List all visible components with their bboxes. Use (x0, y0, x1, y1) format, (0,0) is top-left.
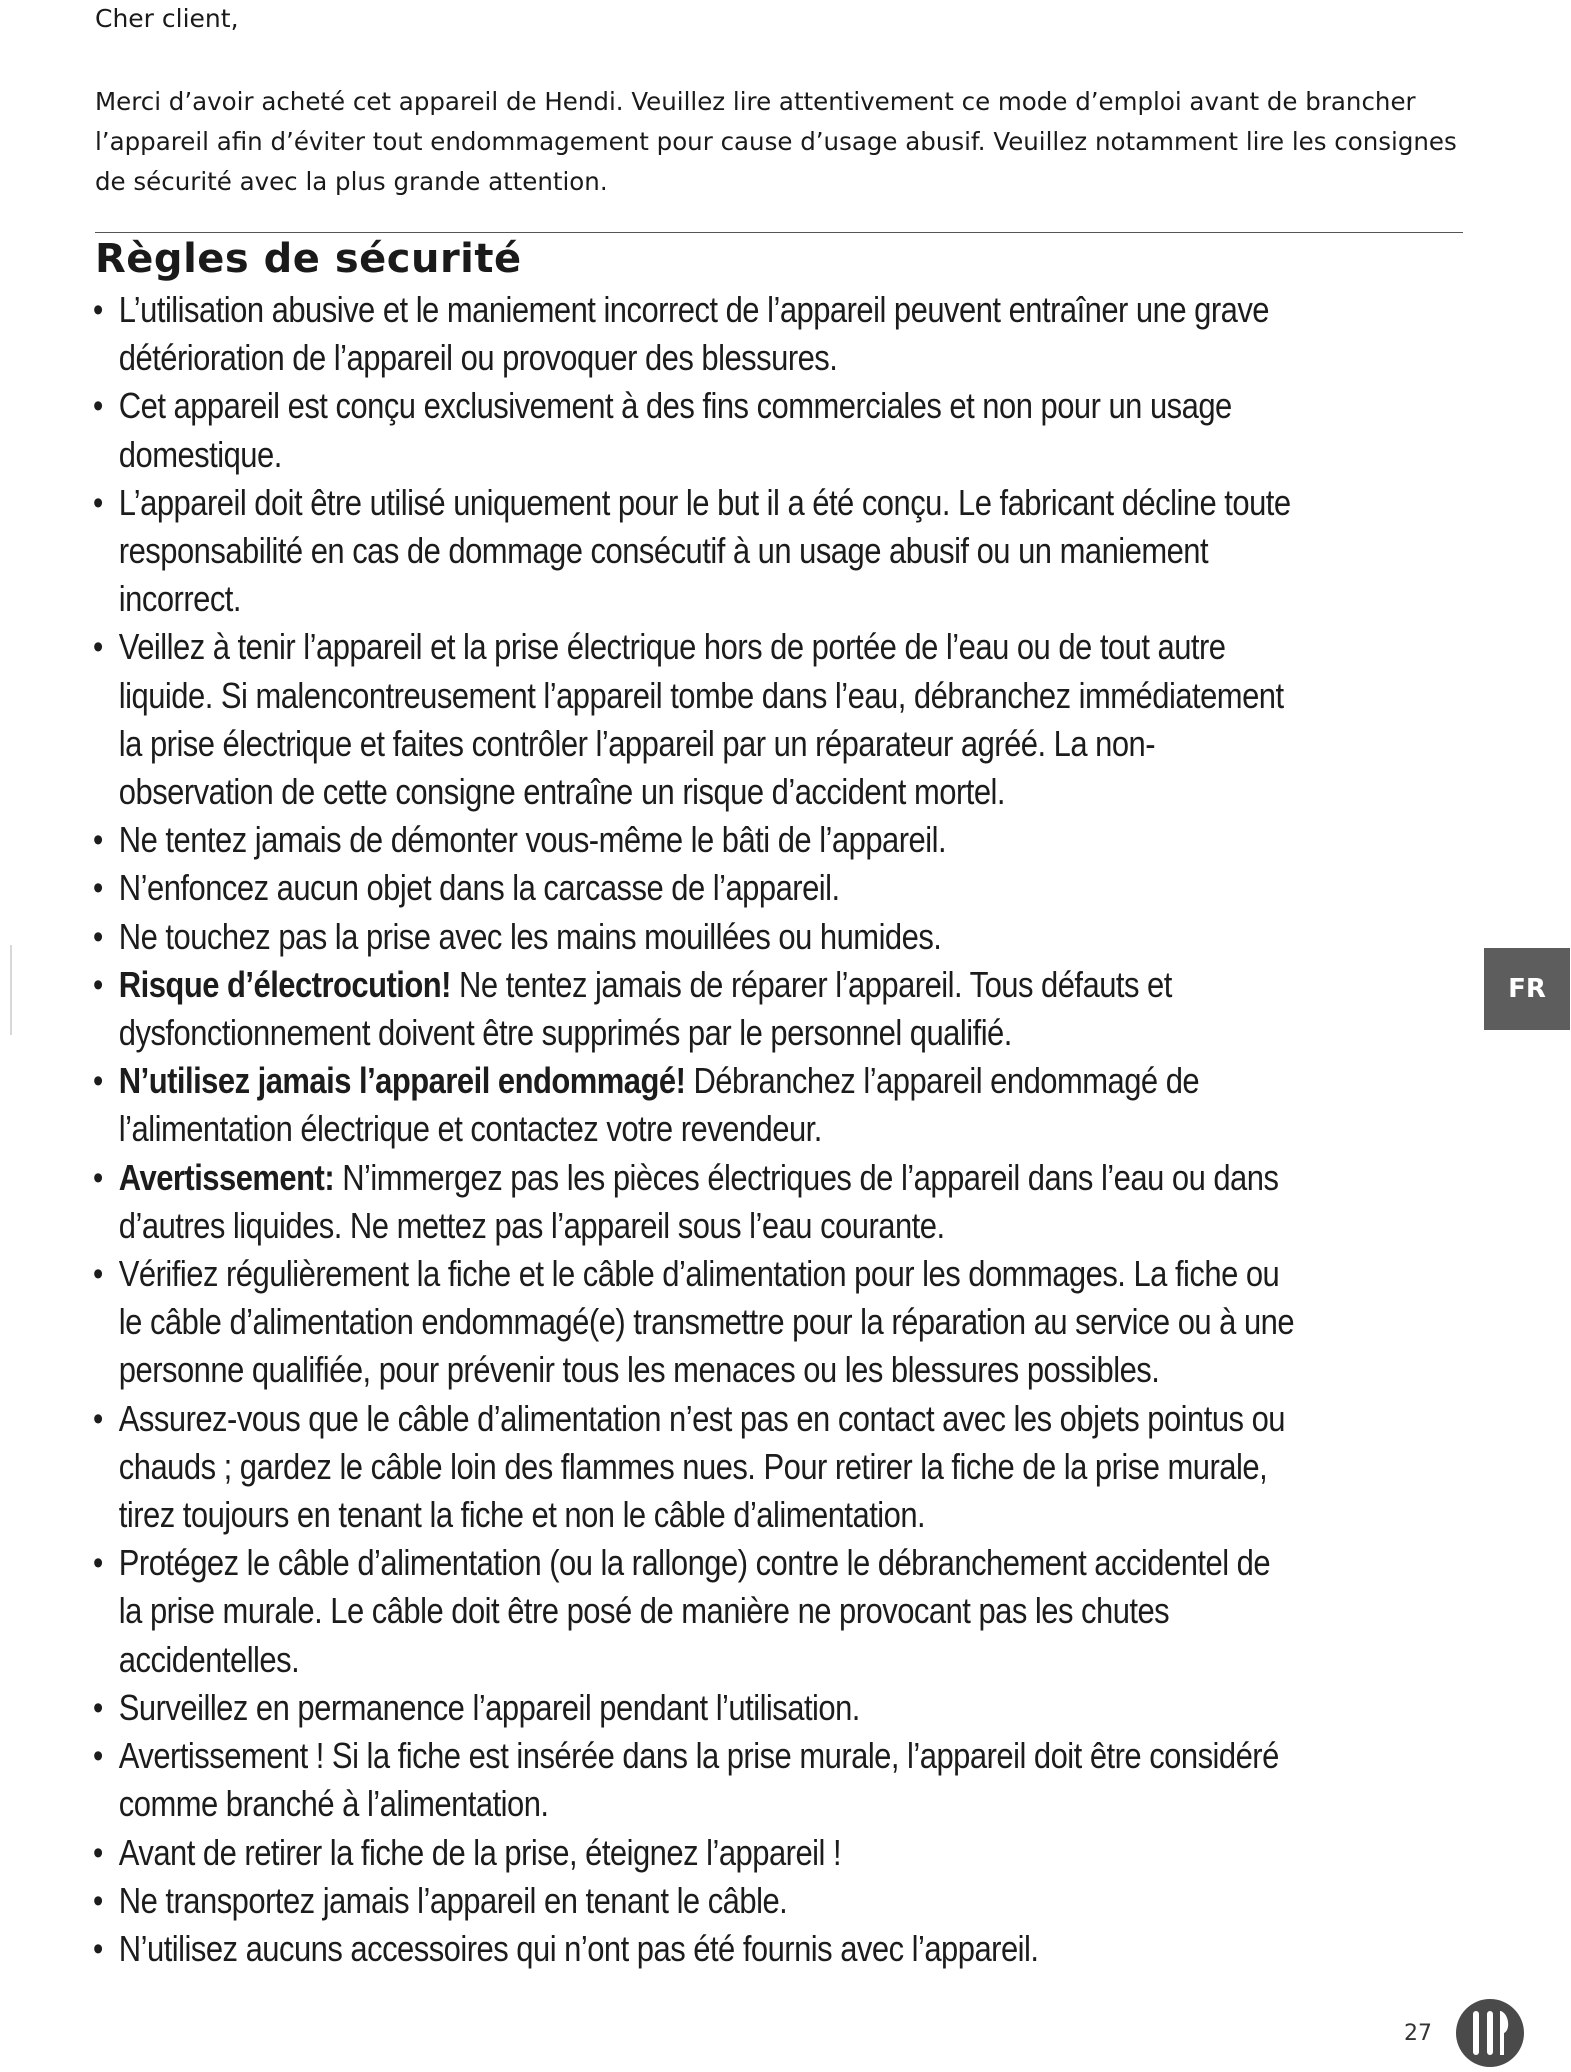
bullet-icon: • (93, 291, 103, 329)
rule-emphasis: Avertissement: (118, 1156, 335, 1198)
bullet-icon: • (93, 387, 103, 426)
rule-item (93, 864, 1297, 912)
margin-line (10, 945, 12, 1035)
bullet-icon: • (93, 1737, 103, 1776)
rule-text: Ne tentez jamais de réparer l’appareil. Tous défauts et dysfonctionnement doivent être supprimés par le personnel qualifié. (118, 963, 1172, 1054)
rule-item (93, 286, 1297, 382)
bullet-icon: • (93, 1544, 103, 1583)
rule-text: Avertissement ! Si la fiche est insérée dans la prise murale, l’appareil doit être considéré comme branché à l’alimentation. (118, 1735, 1279, 1825)
rule-text: L’utilisation abusive et le maniement incorrect de l’appareil peuvent entraîner une grave détérioration de l’appareil ou provoquer des blessures. (118, 289, 1269, 379)
language-tab: FR (1484, 948, 1570, 1030)
rule-item (93, 1539, 1297, 1684)
rule-text: Surveillez en permanence l’appareil pendant l’utilisation. (118, 1686, 860, 1728)
rule-item (93, 623, 1297, 816)
rule-item (93, 1250, 1297, 1395)
rule-item (93, 913, 1297, 961)
rule-item (93, 1829, 1297, 1877)
bullet-icon: • (93, 1929, 103, 1968)
greeting: Cher client, (95, 4, 239, 33)
rule-item (93, 382, 1297, 478)
rule-item (93, 1684, 1297, 1732)
section-heading: Règles de sécurité (95, 236, 522, 282)
rule-text: Ne transportez jamais l’appareil en tenant le câble. (118, 1879, 788, 1921)
rule-emphasis: N’utilisez jamais l’appareil endommagé! (118, 1060, 686, 1102)
rule-item (93, 1154, 1297, 1250)
bullet-icon: • (93, 483, 103, 522)
rule-text: Avant de retirer la fiche de la prise, éteignez l’appareil ! (118, 1831, 842, 1873)
bullet-icon: • (93, 1881, 103, 1920)
rule-item (93, 1925, 1297, 1973)
rule-item (93, 479, 1297, 624)
rule-item (93, 1395, 1297, 1540)
bullet-icon: • (93, 1833, 103, 1872)
bullet-icon: • (93, 628, 103, 667)
bullet-icon: • (93, 1255, 103, 1294)
bullet-icon: • (93, 1399, 103, 1438)
rule-text: Ne touchez pas la prise avec les mains mouillées ou humides. (118, 915, 942, 957)
section-divider (95, 232, 1463, 233)
rule-text: Ne tentez jamais de démonter vous-même le bâti de l’appareil. (118, 819, 947, 861)
rule-item (93, 961, 1297, 1057)
intro-paragraph: Merci d’avoir acheté cet appareil de Hendi. Veuillez lire attentivement ce mode d’emploi avant de brancher l’appareil afin d’éviter tout endommagement pour cause d’usage abusif. Veuillez notamment lire les consignes de sécurité avec la plus grande attention. (95, 87, 1457, 196)
hendi-cutlery-logo-icon (1454, 1997, 1526, 2069)
bullet-icon: • (93, 869, 103, 908)
bullet-icon: • (93, 1062, 103, 1101)
rule-text: Assurez-vous que le câble d’alimentation n’est pas en contact avec les objets pointus ou chauds ; gardez le câble loin des flammes nues. Pour retirer la fiche de la prise murale, tirez toujours en tenant la fiche et non le câble d’alimentation. (118, 1397, 1286, 1536)
rule-text: Protégez le câble d’alimentation (ou la rallonge) contre le débranchement accidentel de la prise murale. Le câble doit être posé de manière ne provocant pas les chutes accidentelles. (118, 1542, 1271, 1680)
rule-text: Vérifiez régulièrement la fiche et le câble d’alimentation pour les dommages. La fiche ou le câble d’alimentation endommagé(e) transmettre pour la réparation au service ou à une personne qualifiée, pour prévenir tous les menaces ou les blessures possibles. (118, 1253, 1295, 1391)
bullet-icon: • (93, 965, 103, 1004)
bullet-icon: • (93, 821, 103, 860)
rule-text: Cet appareil est conçu exclusivement à des fins commerciales et non pour un usage domestique. (118, 385, 1232, 475)
rule-text: N’utilisez aucuns accessoires qui n’ont pas été fournis avec l’appareil. (118, 1927, 1039, 1969)
rule-text: N’enfoncez aucun objet dans la carcasse de l’appareil. (118, 867, 840, 909)
rule-text: Débranchez l’appareil endommagé de l’alimentation électrique et contactez votre revendeur. (118, 1060, 1200, 1150)
rule-text: L’appareil doit être utilisé uniquement pour le but il a été conçu. Le fabricant décline toute responsabilité en cas de dommage consécutif à un usage abusif ou un maniement incorrect. (118, 481, 1291, 620)
rule-item (93, 1732, 1297, 1828)
rule-text: Veillez à tenir l’appareil et la prise électrique hors de portée de l’eau ou de tout autre liquide. Si malencontreusement l’appareil tombe dans l’eau, débranchez immédiatement la prise électrique et faites contrôler l’appareil par un réparateur agréé. La non-observation de cette consigne entraîne un risque d’accident mortel. (118, 626, 1284, 813)
rule-emphasis: Risque d’électrocution! (118, 963, 451, 1005)
rule-text: N’immergez pas les pièces électriques de l’appareil dans l’eau ou dans d’autres liquides. Ne mettez pas l’appareil sous l’eau courante. (118, 1156, 1279, 1246)
rule-item (93, 816, 1297, 864)
bullet-icon: • (93, 917, 103, 956)
page-number: 27 (1404, 2021, 1432, 2046)
safety-rules-list (93, 286, 1297, 1973)
bullet-icon: • (93, 1688, 103, 1727)
bullet-icon: • (93, 1158, 103, 1197)
rule-item (93, 1057, 1297, 1153)
rule-item (93, 1877, 1297, 1925)
